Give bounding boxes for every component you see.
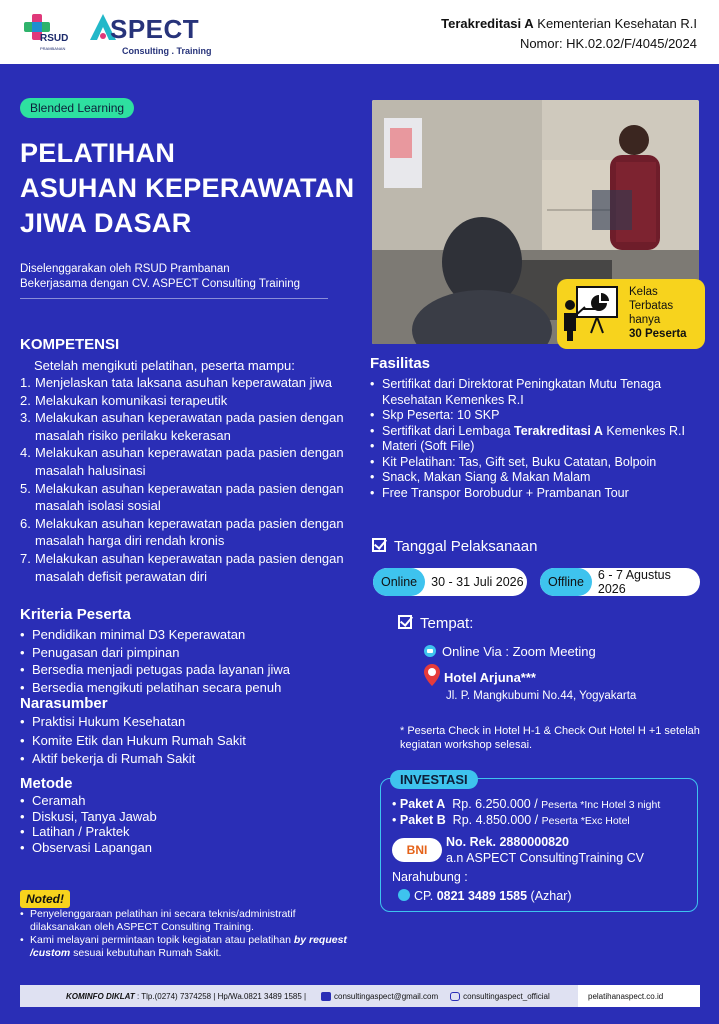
item-text: Sertifikat dari Direktorat Peningkatan Mutu Tenaga Kesehatan Kemenkes R.I <box>382 377 662 407</box>
location-pin-icon <box>424 664 440 686</box>
hotel-address: Jl. P. Mangkubumi No.44, Yogyakarta <box>446 690 637 702</box>
online-date-pill <box>373 568 527 596</box>
item-number: 7. <box>20 550 31 566</box>
title-line: ASUHAN KEPERAWATAN <box>20 173 355 203</box>
paket-a-label: Paket A <box>399 797 446 811</box>
list-item <box>20 480 365 515</box>
contact-person[interactable] <box>398 889 572 903</box>
kriteria-list <box>20 626 290 696</box>
kelas-text <box>629 285 687 341</box>
cp-label: CP. <box>414 889 437 903</box>
aspect-logo-name: SPECT <box>110 14 200 44</box>
kompetensi-intro: Setelah mengikuti pelatihan, peserta mampu: <box>34 358 295 373</box>
kompetensi-heading: KOMPETENSI <box>20 336 120 353</box>
list-item: • Snack, Makan Siang & Makan Malam <box>370 470 591 484</box>
list-item: • Penugasan dari pimpinan <box>20 644 290 662</box>
footer-phone: : Tlp.(0274) 7374258 | Hp/Wa.0821 3489 1585 | <box>134 991 307 1001</box>
footer-bar <box>20 985 700 1007</box>
note-text: Penyelenggaraan pelatihan ini secara teknis/administratif dilaksanakan oleh ASPECT Consulting Training. <box>30 908 296 933</box>
item-text: Melakukan asuhan keperawatan pada pasien dengan masalah isolasi sosial <box>35 480 344 514</box>
item-text: Skp Peserta: 10 SKP <box>382 408 500 422</box>
list-item: • Praktisi Hukum Kesehatan <box>20 713 246 731</box>
tanggal-heading <box>372 538 537 555</box>
footer-instagram[interactable] <box>444 992 556 1001</box>
page-title <box>20 136 354 241</box>
list-item: • Latihan / Praktek <box>20 824 157 840</box>
divider <box>20 298 328 299</box>
bank-account <box>446 834 644 866</box>
accreditation-bold: Terakreditasi A <box>441 16 534 31</box>
accreditation-rest: Kementerian Kesehatan R.I <box>533 16 697 31</box>
list-item: • Komite Etik dan Hukum Rumah Sakit <box>20 732 246 750</box>
paket-a: • Paket A Rp. 6.250.000 / Peserta *Inc Hotel 3 night <box>392 797 661 811</box>
list-item: • Observasi Lapangan <box>20 840 157 856</box>
list-item <box>20 409 365 444</box>
aspect-logo-tag: Consulting . Training <box>122 46 212 56</box>
list-item <box>20 392 365 410</box>
list-item: • Bersedia mengikuti pelatihan secara penuh <box>20 679 290 697</box>
tempat-heading <box>398 615 473 632</box>
item-number: 1. <box>20 375 31 390</box>
rsud-logo-text: RSUD <box>40 33 69 44</box>
offline-label: Offline <box>540 568 592 596</box>
aspect-logo <box>88 8 213 58</box>
item-text: Menjelaskan tata laksana asuhan keperawatan jiwa <box>35 375 333 390</box>
fasilitas-heading: Fasilitas <box>370 355 431 372</box>
metode-heading: Metode <box>20 775 73 792</box>
item-number: 2. <box>20 392 31 408</box>
paket-b: • Paket B Rp. 4.850.000 / Peserta *Exc Hotel <box>392 813 630 827</box>
cp-name: (Azhar) <box>527 889 572 903</box>
item-text: Materi (Soft File) <box>382 439 475 453</box>
presenter-board-icon <box>561 285 621 343</box>
list-item: • Sertifikat dari Direktorat Peningkatan Mutu Tenaga Kesehatan Kemenkes R.I <box>370 377 705 408</box>
paket-a-note: Peserta *Inc Hotel 3 night <box>541 799 661 811</box>
tanggal-label: Tanggal Pelaksanaan <box>394 538 538 555</box>
account-number: No. Rek. 2880000820 <box>446 835 570 849</box>
cp-number: 0821 3489 1585 <box>436 889 528 903</box>
kompetensi-list <box>20 374 365 585</box>
list-item: • Kit Pelatihan: Tas, Gift set, Buku Catatan, Bolpoin <box>370 454 657 469</box>
paket-b-price: Rp. 4.850.000 / <box>452 813 542 827</box>
list-item: • Materi (Soft File) <box>370 439 475 453</box>
hotel-name: Hotel Arjuna*** <box>444 670 536 685</box>
zoom-icon <box>424 645 436 657</box>
note-emphasis: by request /custom <box>30 934 347 959</box>
item-text: Melakukan asuhan keperawatan pada pasien dengan masalah risiko perilaku kekerasan <box>35 410 344 443</box>
list-item <box>20 444 365 479</box>
list-item: • Penyelenggaraan pelatihan ini secara teknis/administratif dilaksanakan oleh ASPECT Consulting Training. <box>20 908 350 934</box>
list-item: • Ceramah <box>20 793 157 809</box>
bni-logo: BNI <box>392 838 442 862</box>
investasi-heading: INVESTASI <box>390 770 478 789</box>
list-item: • Bersedia menjadi petugas pada layanan jiwa <box>20 661 290 679</box>
hotel-note: * Peserta Check in Hotel H-1 & Check Out Hotel H +1 setelah kegiatan workshop selesai. <box>400 725 700 751</box>
paket-b-label: Paket B <box>399 813 446 827</box>
item-text: Snack, Makan Siang & Makan Malam <box>382 470 591 484</box>
item-text: Melakukan asuhan keperawatan pada pasien dengan masalah defisit perawatan diri <box>35 550 344 584</box>
title-line: PELATIHAN <box>20 138 176 168</box>
title-line: JIWA DASAR <box>20 208 192 238</box>
metode-list <box>20 793 157 855</box>
kriteria-heading: Kriteria Peserta <box>20 606 131 623</box>
kelas-line: hanya <box>629 314 661 326</box>
footer-ig-text: consultingaspect_official <box>463 991 550 1001</box>
online-venue-text: Online Via : Zoom Meeting <box>442 644 596 659</box>
kelas-terbatas-box <box>557 279 705 349</box>
note-text: Kami melayani permintaan topik kegiatan atau pelatihan <box>30 934 294 946</box>
online-venue <box>424 644 596 659</box>
list-item: • Sertifikat dari Lembaga Terakreditasi A Kemenkes R.I <box>370 423 685 438</box>
item-text: Melakukan asuhan keperawatan pada pasien dengan masalah halusinasi <box>35 445 344 478</box>
list-item: • Kami melayani permintaan topik kegiatan atau pelatihan by request /custom sesuai kebutuhan Rumah Sakit. <box>20 934 347 959</box>
note-text: sesuai kebutuhan Rumah Sakit. <box>70 947 222 959</box>
online-label: Online <box>373 568 425 596</box>
item-text: Sertifikat dari Lembaga <box>382 423 515 438</box>
list-item <box>20 550 365 585</box>
whatsapp-icon <box>398 889 410 901</box>
list-item: • Skp Peserta: 10 SKP <box>370 408 500 422</box>
online-date: 30 - 31 Juli 2026 <box>431 575 524 589</box>
paket-a-price: Rp. 6.250.000 / <box>452 797 542 811</box>
organizer-text <box>20 262 300 292</box>
organizer-line: Diselenggarakan oleh RSUD Prambanan <box>20 263 230 275</box>
list-item: • Pendidikan minimal D3 Keperawatan <box>20 626 290 644</box>
offline-date-pill <box>540 568 700 596</box>
checkbox-icon <box>398 615 412 629</box>
rsud-logo-sub: PRAMBANAN <box>40 46 66 51</box>
kelas-line: Terbatas <box>629 300 674 312</box>
item-text-bold: Terakreditasi A <box>514 423 603 438</box>
header-bar <box>0 0 719 64</box>
narahubung-label: Narahubung : <box>392 870 468 884</box>
narasumber-heading: Narasumber <box>20 695 108 712</box>
list-item: • Diskusi, Tanya Jawab <box>20 809 157 825</box>
checkbox-icon <box>372 538 386 552</box>
offline-date: 6 - 7 Agustus 2026 <box>597 568 671 596</box>
item-text: Kit Pelatihan: Tas, Gift set, Buku Catatan, Bolpoin <box>382 454 657 469</box>
item-text: Melakukan asuhan keperawatan pada pasien dengan masalah harga diri rendah kronis <box>35 515 344 549</box>
item-text: Free Transpor Borobudur + Prambanan Tour <box>382 485 629 500</box>
list-item <box>20 515 365 550</box>
item-number: 4. <box>20 445 31 461</box>
item-text: Kemenkes R.I <box>602 423 685 438</box>
fasilitas-list <box>370 377 705 501</box>
accreditation-number: Nomor: HK.02.02/F/4045/2024 <box>519 36 697 51</box>
footer-email-text: consultingaspect@gmail.com <box>334 991 439 1001</box>
list-item: • Free Transpor Borobudur + Prambanan Tour <box>370 485 629 500</box>
paket-b-note: Peserta *Exc Hotel <box>541 815 630 827</box>
email-icon <box>321 992 331 1001</box>
footer-website[interactable]: pelatihanaspect.co.id <box>578 985 700 1007</box>
notes-list <box>20 908 350 960</box>
rsud-logo <box>18 10 72 56</box>
instagram-icon <box>450 992 460 1001</box>
accreditation-info <box>441 14 697 54</box>
item-number: 6. <box>20 515 31 531</box>
item-text: Melakukan komunikasi terapeutik <box>35 392 228 408</box>
footer-email[interactable] <box>315 992 444 1001</box>
item-number: 5. <box>20 480 31 496</box>
narasumber-list <box>20 713 246 768</box>
organizer-line: Bekerjasama dengan CV. ASPECT Consulting Training <box>20 278 300 290</box>
account-name: a.n ASPECT ConsultingTraining CV <box>446 851 645 865</box>
blended-learning-badge: Blended Learning <box>20 98 134 118</box>
noted-label: Noted! <box>20 890 70 908</box>
tempat-label: Tempat: <box>420 615 474 632</box>
list-item <box>20 374 365 392</box>
footer-contact <box>20 992 315 1001</box>
kelas-line: Kelas <box>629 286 658 298</box>
kominfo-label: KOMINFO DIKLAT <box>66 991 135 1001</box>
item-number: 3. <box>20 410 31 426</box>
kelas-line: 30 Peserta <box>629 328 687 340</box>
list-item: • Aktif bekerja di Rumah Sakit <box>20 750 246 768</box>
